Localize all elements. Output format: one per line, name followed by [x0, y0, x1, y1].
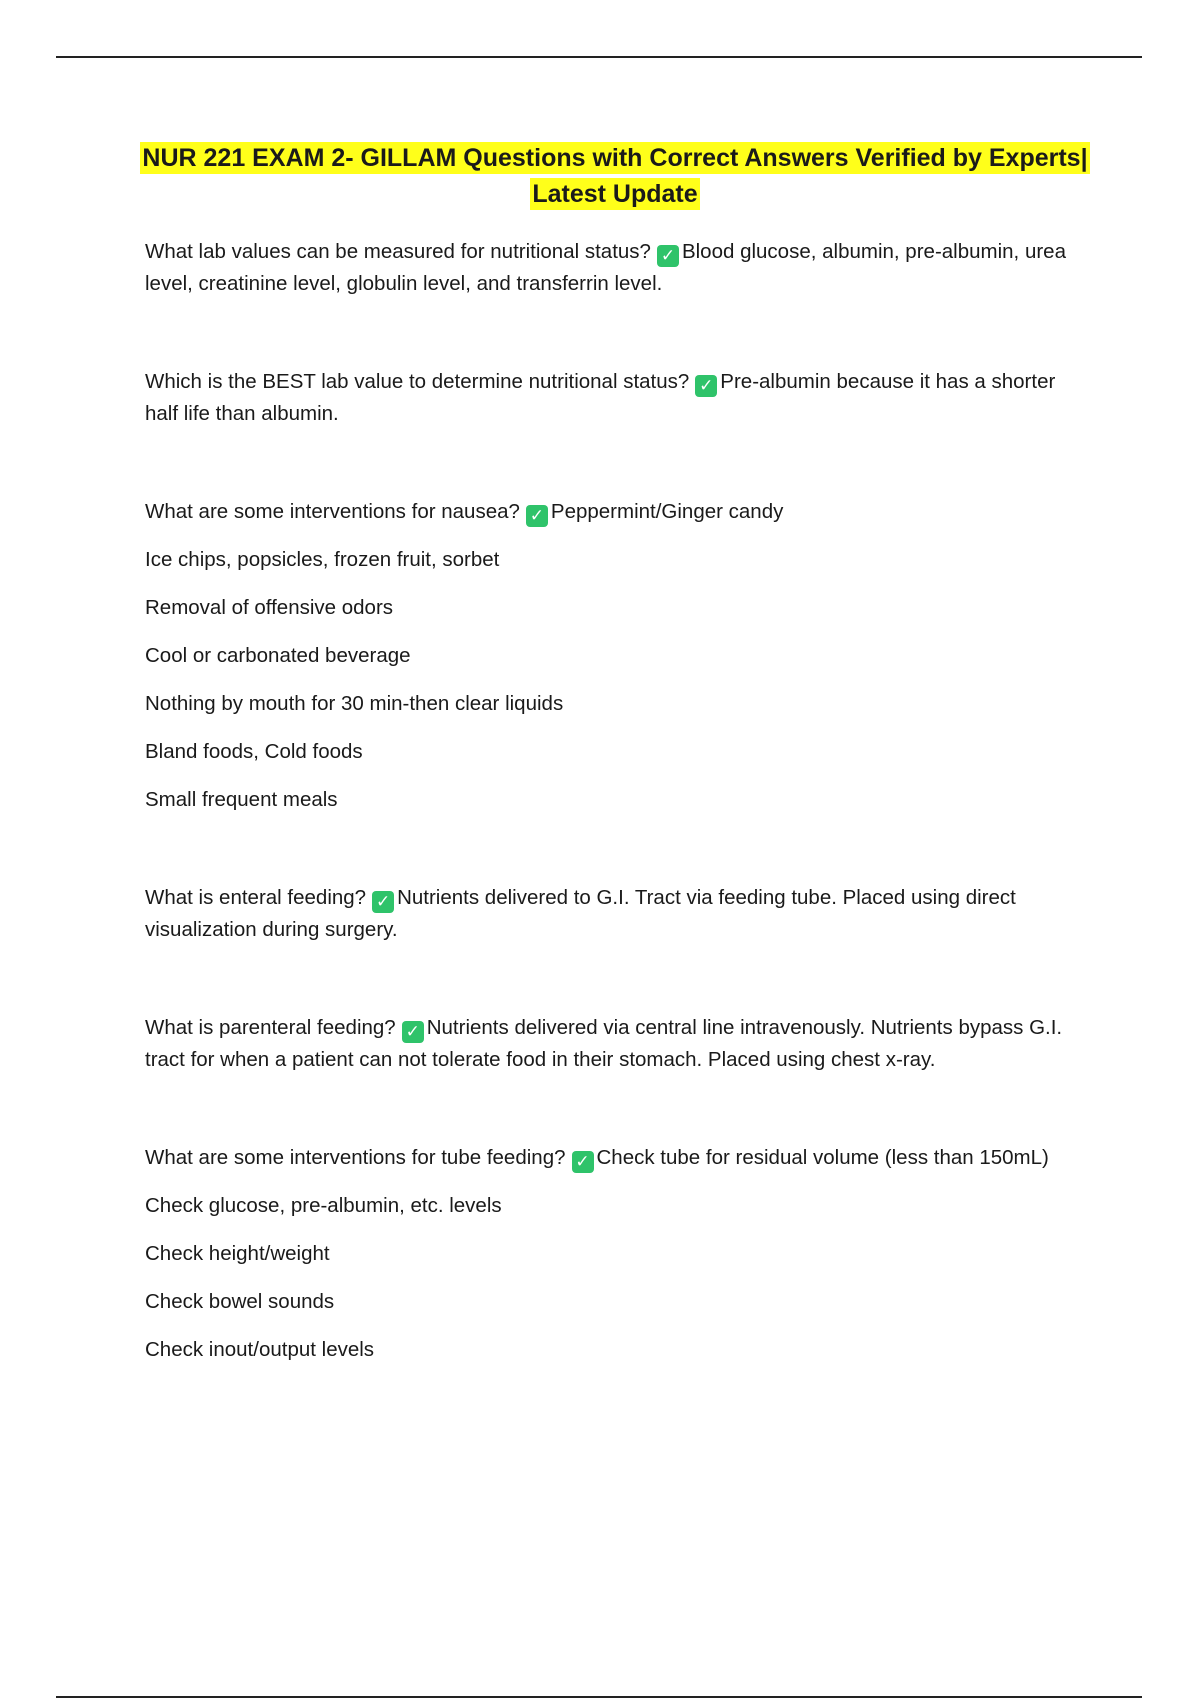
answer-text: Nutrients delivered to G.I. Tract via feeding tube. Placed using direct visualization during surgery. [145, 886, 1016, 941]
answer-line: Check inout/output levels [145, 1338, 375, 1361]
answer-text: Pre-albumin because it has a shorter half life than albumin. [145, 370, 1056, 425]
check-mark-icon: ✓ [526, 505, 548, 527]
check-mark-icon: ✓ [657, 245, 679, 267]
check-mark-icon: ✓ [372, 891, 394, 913]
answer-text: Nutrients delivered via central line intravenously. Nutrients bypass G.I. tract for when a patient can not tolerate food in their stomach. Placed using chest x-ray. [145, 1016, 1063, 1071]
qa-item [145, 1142, 1090, 1174]
question-text: What is enteral feeding? [145, 886, 367, 909]
qa-item [145, 366, 1090, 430]
question-text: Which is the BEST lab value to determine nutritional status? [145, 370, 690, 393]
title-highlight: NUR 221 EXAM 2- GILLAM Questions with Correct Answers Verified by Experts| Latest Update [142, 144, 1088, 208]
qa-item [145, 236, 1090, 300]
answer-line: Nothing by mouth for 30 min-then clear liquids [145, 692, 564, 715]
answer-line: Check glucose, pre-albumin, etc. levels [145, 1194, 502, 1217]
answer-line: Ice chips, popsicles, frozen fruit, sorbet [145, 548, 500, 571]
qa-list [145, 236, 1090, 1366]
check-mark-icon: ✓ [695, 375, 717, 397]
answer-text: Peppermint/Ginger candy [550, 500, 784, 523]
check-mark-icon: ✓ [402, 1021, 424, 1043]
answer-line: Removal of offensive odors [145, 596, 394, 619]
footer-rule [56, 1696, 1142, 1698]
answer-line: Bland foods, Cold foods [145, 740, 363, 763]
header-rule [56, 56, 1142, 58]
answer-line: Check height/weight [145, 1242, 330, 1265]
qa-item [145, 882, 1090, 946]
qa-item [145, 496, 1090, 528]
qa-item [145, 1012, 1090, 1076]
question-text: What is parenteral feeding? [145, 1016, 396, 1039]
question-text: What lab values can be measured for nutritional status? [145, 240, 651, 263]
document-title [140, 140, 1090, 212]
answer-line: Cool or carbonated beverage [145, 644, 411, 667]
check-mark-icon: ✓ [572, 1151, 594, 1173]
question-text: What are some interventions for tube feeding? [145, 1146, 566, 1169]
question-text: What are some interventions for nausea? [145, 500, 520, 523]
answer-line: Check bowel sounds [145, 1290, 335, 1313]
answer-text: Blood glucose, albumin, pre-albumin, urea level, creatinine level, globulin level, and transferrin level. [145, 240, 1066, 295]
answer-line: Small frequent meals [145, 788, 338, 811]
answer-text: Check tube for residual volume (less than 150mL) [596, 1146, 1049, 1169]
